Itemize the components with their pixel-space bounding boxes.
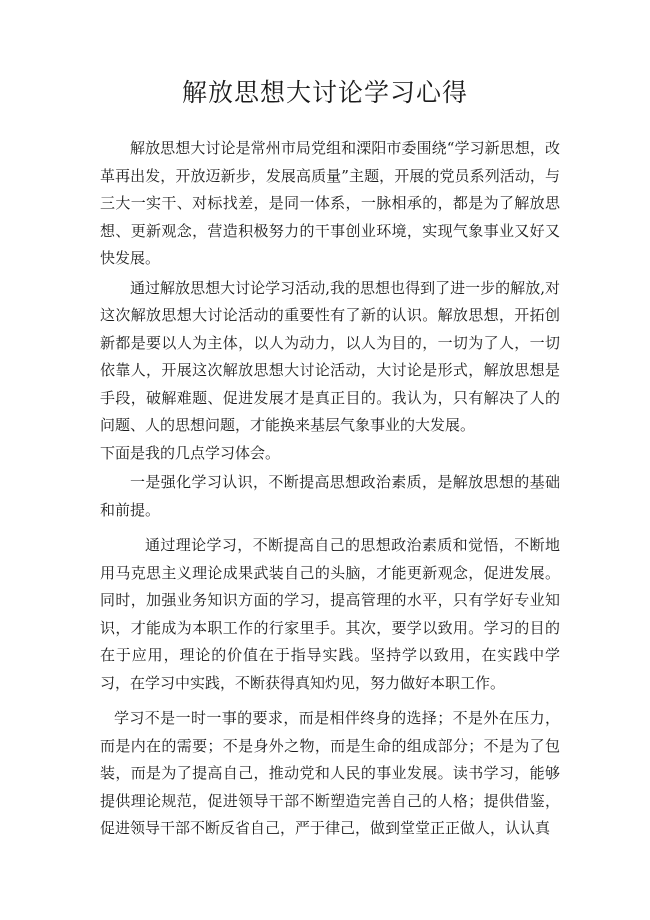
paragraph-theory-study: 通过理论学习，不断提高自己的思想政治素质和觉悟，不断地用马克思主义理论成果武装自己的头脑，才能更新观念，促进发展。同时，加强业务知识方面的学习，提高管理的水平，只有学好专业知识，才能成为本职工作的行家里手。其次，要学以致用。学习的目的在于应用，理论的价值在于指导实践。坚持学以致用，在实践中学习，在学习中实践，不断获得真知灼见，努力做好本职工作。 (100, 536, 560, 692)
paragraph-lead-in: 下面是我的几点学习体会。 (100, 443, 281, 462)
document-body (100, 135, 560, 843)
document-title: 解放思想大讨论学习心得 (181, 78, 468, 107)
paragraph-understanding: 通过解放思想大讨论学习活动,我的思想也得到了进一步的解放,对这次解放思想大讨论活动的重要性有了新的认识。解放思想，开拓创新都是要以人为主体，以人为动力，以人为目的，一切为了人，一切依靠人，开展这次解放思想大讨论活动，大讨论是形式，解放思想是手段，破解难题、促进发展才是真正目的。我认为，只有解决了人的问题、人的思想问题，才能换来基层气象事业的大发展。 (100, 278, 560, 434)
paragraph-point-one: 一是强化学习认识，不断提高思想政治素质，是解放思想的基础和前提。 (100, 473, 560, 519)
paragraph-intro: 解放思想大讨论是常州市局党组和溧阳市委围绕“学习新思想，改革再出发，开放迈新步，发展高质量”主题，开展的党员系列活动，与三大一实干、对标找差，是同一体系，一脉相承的，都是为了解放思想、更新观念，营造积极努力的干事创业环境，实现气象事业又好又快发展。 (100, 139, 560, 267)
paragraph-lifelong-learning: 学习不是一时一事的要求，而是相伴终身的选择；不是外在压力，而是内在的需要；不是身外之物，而是生命的组成部分；不是为了包装，而是为了提高自己，推动党和人民的事业发展。读书学习，能够提供理论规范，促进领导干部不断塑造完善自己的人格；提供借鉴，促进领导干部不断反省自己，严于律己，做到堂堂正正做人，认认真 (100, 709, 560, 837)
